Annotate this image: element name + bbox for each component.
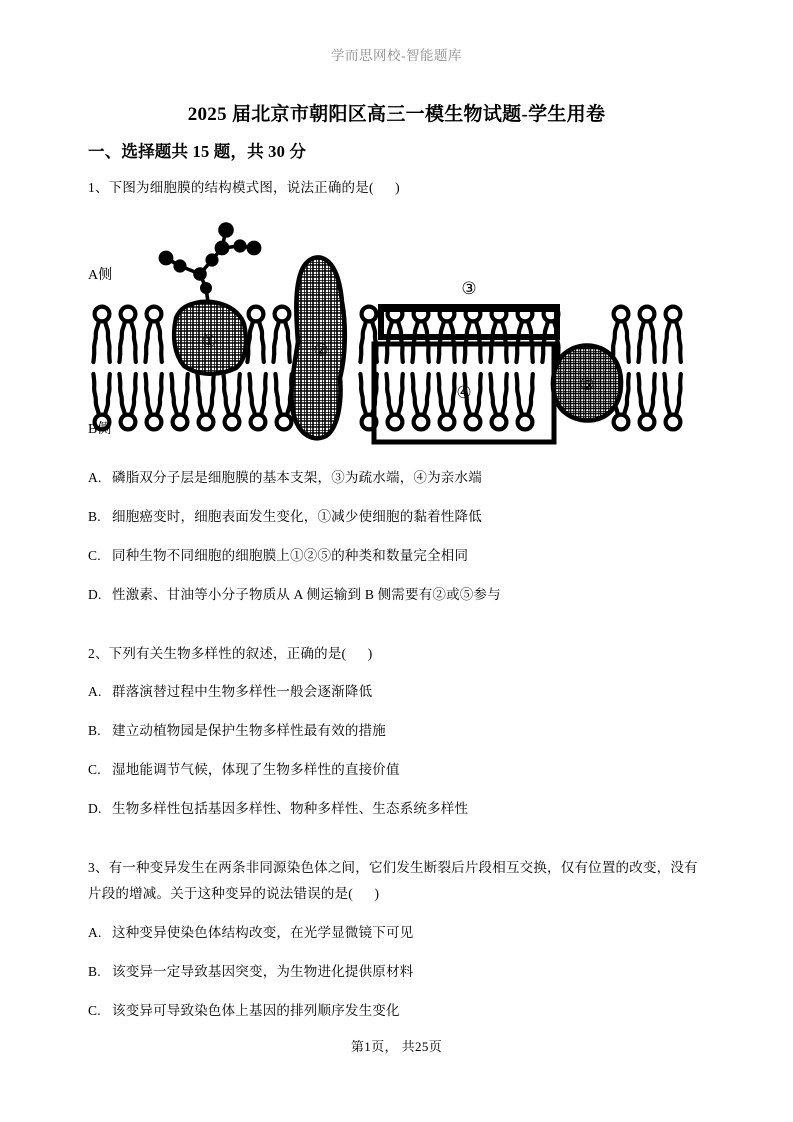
side-b-label: B侧 bbox=[88, 422, 112, 437]
question-1-option-a bbox=[88, 466, 708, 490]
option-label: B. bbox=[88, 723, 101, 738]
option-label: B. bbox=[88, 964, 101, 979]
option-text: 群落演替过程中生物多样性一般会逐渐降低 bbox=[112, 684, 373, 699]
callout-3-label: ③ bbox=[461, 279, 477, 298]
option-text: 磷脂双分子层是细胞膜的基本支架，③为疏水端，④为亲水端 bbox=[112, 470, 482, 485]
option-label: C. bbox=[88, 548, 101, 563]
question-1-option-c bbox=[88, 544, 708, 568]
option-label: C. bbox=[88, 762, 101, 777]
site-watermark: 学而思网校-智能题库 bbox=[331, 48, 462, 63]
section-heading: 一、选择题共 15 题，共 30 分 bbox=[88, 142, 307, 161]
question-3-option-a bbox=[88, 921, 708, 945]
question-3-stem: 3、有一种变异发生在两条非同源染色体之间，它们发生断裂后片段相互交换，仅有位置的改变，没有片段的增减。关于这种变异的说法错误的是( ) bbox=[88, 860, 698, 901]
option-label: C. bbox=[88, 1003, 101, 1018]
question-1-option-d bbox=[88, 583, 708, 607]
option-text: 这种变异使染色体结构改变，在光学显微镜下可见 bbox=[112, 925, 414, 940]
option-label: D. bbox=[88, 801, 102, 816]
question-2-option-d bbox=[88, 797, 708, 821]
callout-5-label: ⑤ bbox=[579, 375, 595, 394]
page-title: 2025 届北京市朝阳区高三一模生物试题-学生用卷 bbox=[187, 104, 606, 125]
option-label: A. bbox=[88, 684, 102, 699]
question-3-option-c bbox=[88, 999, 708, 1023]
option-text: 建立动植物园是保护生物多样性最有效的措施 bbox=[112, 723, 386, 738]
option-label: A. bbox=[88, 470, 102, 485]
option-text: 同种生物不同细胞的细胞膜上①②⑤的种类和数量完全相同 bbox=[112, 548, 469, 563]
callout-1-label: ① bbox=[201, 332, 217, 351]
question-2-option-a bbox=[88, 680, 708, 704]
option-text: 该变异可导致染色体上基因的排列顺序发生变化 bbox=[112, 1003, 400, 1018]
option-text: 性激素、甘油等小分子物质从 A 侧运输到 B 侧需要有②或⑤参与 bbox=[112, 587, 501, 602]
callout-4-label: ④ bbox=[456, 383, 472, 402]
page-footer: 第1页， 共25页 bbox=[350, 1039, 443, 1054]
question-2-option-b bbox=[88, 719, 708, 743]
callout-2-label: ② bbox=[313, 341, 329, 360]
option-text: 细胞癌变时，细胞表面发生变化，①减少使细胞的黏着性降低 bbox=[112, 509, 482, 524]
question-1-option-b bbox=[88, 505, 708, 529]
question-2-option-c bbox=[88, 758, 708, 782]
side-a-label: A侧 bbox=[88, 268, 113, 283]
option-text: 生物多样性包括基因多样性、物种多样性、生态系统多样性 bbox=[112, 801, 469, 816]
option-text: 湿地能调节气候，体现了生物多样性的直接价值 bbox=[112, 762, 400, 777]
cell-membrane-figure bbox=[88, 196, 688, 451]
question-1-stem: 1、下图为细胞膜的结构模式图，说法正确的是( ) bbox=[88, 180, 400, 195]
option-text: 该变异一定导致基因突变，为生物进化提供原材料 bbox=[112, 964, 414, 979]
option-label: D. bbox=[88, 587, 102, 602]
glycan-chain-icon bbox=[160, 224, 259, 302]
question-2-stem: 2、下列有关生物多样性的叙述，正确的是( ) bbox=[88, 646, 373, 661]
question-3-option-b bbox=[88, 960, 708, 984]
option-label: B. bbox=[88, 509, 101, 524]
option-label: A. bbox=[88, 925, 102, 940]
